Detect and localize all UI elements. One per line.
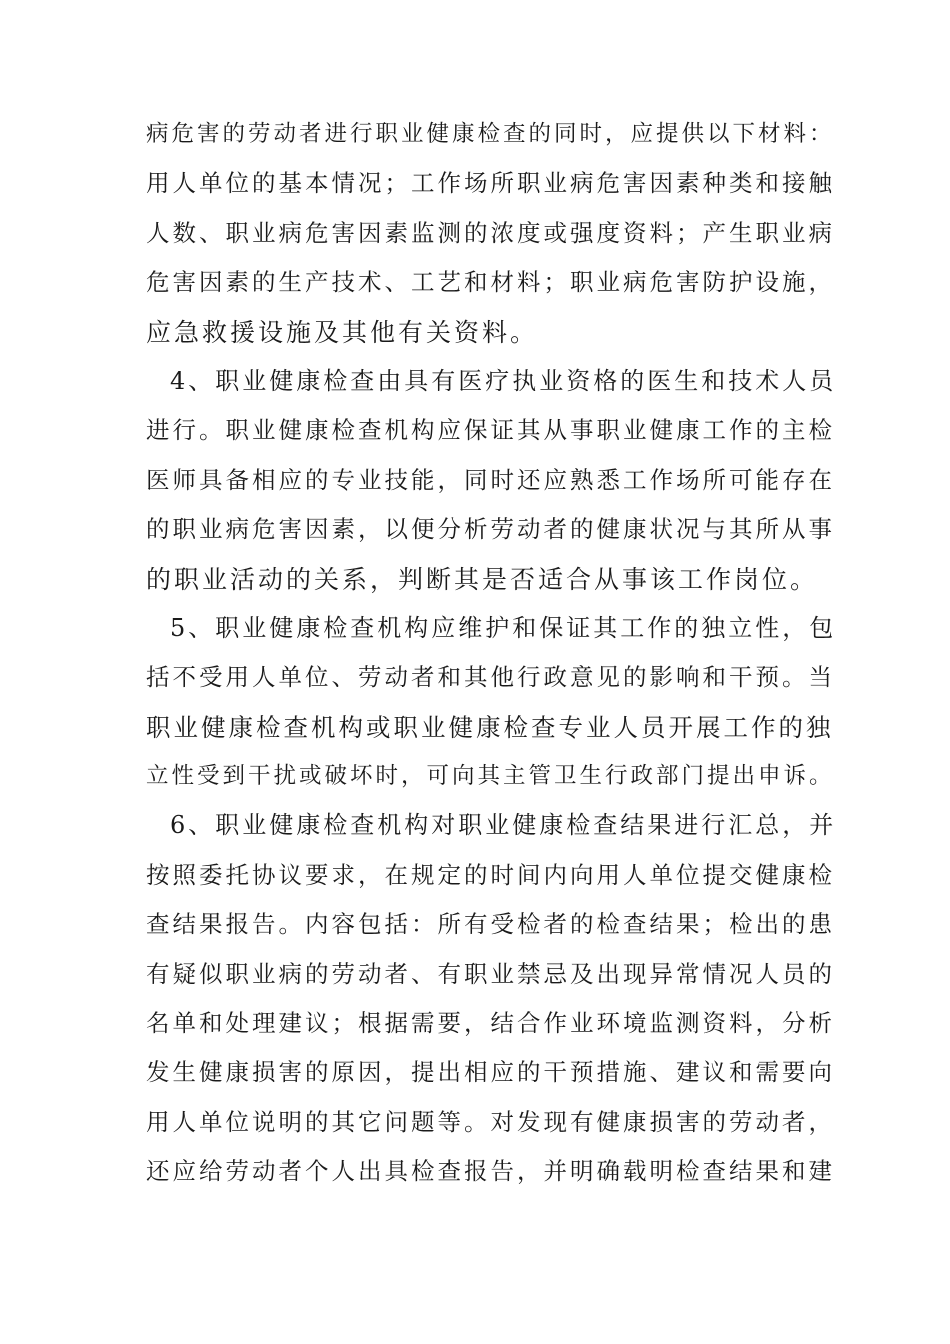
text-line: 发生健康损害的原因，提出相应的干预措施、建议和需要向 [146,1058,835,1087]
text-line: 病危害的劳动者进行职业健康检查的同时，应提供以下材料： [146,121,835,147]
paragraph-4-start: 4、职业健康检查由具有医疗执业资格的医生和技术人员 [170,366,837,395]
text-line: 医师具备相应的专业技能，同时还应熟悉工作场所可能存在 [146,465,835,494]
body-text [146,110,836,1197]
text-line: 按照委托协议要求，在规定的时间内向用人单位提交健康检 [146,860,835,889]
text-line: 还应给劳动者个人出具检查报告，并明确载明检查结果和建 [146,1157,835,1186]
text-line: 进行。职业健康检查机构应保证其从事职业健康工作的主检 [146,416,835,445]
text-line: 人数、职业病危害因素监测的浓度或强度资料；产生职业病 [146,218,835,247]
text-line: 危害因素的生产技术、工艺和材料；职业病危害防护设施， [146,268,835,297]
text-line: 职业健康检查机构或职业健康检查专业人员开展工作的独 [146,712,834,742]
paragraph-5-start: 5、职业健康检查机构应维护和保证其工作的独立性，包 [170,613,837,642]
text-line: 应急救援设施及其他有关资料。 [146,317,539,347]
paragraph-6-start: 6、职业健康检查机构对职业健康检查结果进行汇总，并 [170,811,837,840]
text-line: 立性受到干扰或破坏时，可向其主管卫生行政部门提出申诉。 [146,763,835,790]
text-line: 的职业病危害因素，以便分析劳动者的健康状况与其所从事 [146,515,835,544]
text-line: 的职业活动的关系，判断其是否适合从事该工作岗位。 [146,564,819,594]
text-line: 用人单位说明的其它问题等。对发现有健康损害的劳动者， [146,1107,835,1136]
text-line: 括不受用人单位、劳动者和其他行政意见的影响和干预。当 [146,663,835,692]
text-line: 用人单位的基本情况；工作场所职业病危害因素种类和接触 [146,169,835,198]
text-line: 名单和处理建议；根据需要，结合作业环境监测资料，分析 [146,1009,835,1038]
text-line: 有疑似职业病的劳动者、有职业禁忌及出现异常情况人员的 [146,959,835,988]
text-line: 查结果报告。内容包括：所有受检者的检查结果；检出的患 [146,910,835,939]
